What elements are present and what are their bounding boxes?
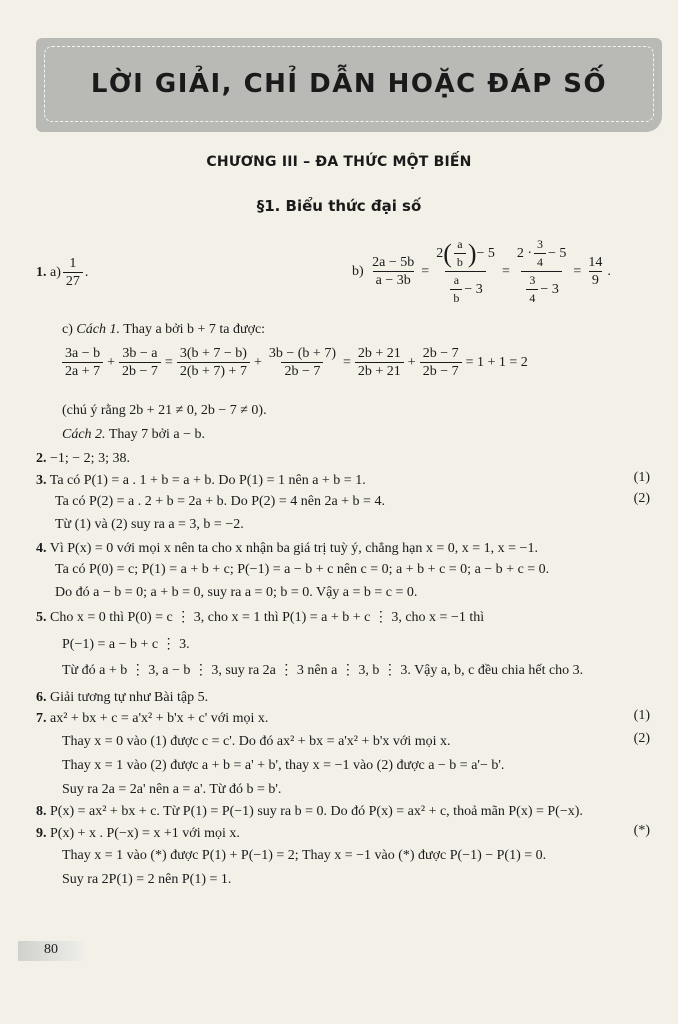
denominator: 4 <box>534 253 546 271</box>
problem-6 <box>36 689 208 707</box>
equation-number: (*) <box>633 823 650 838</box>
denominator: 2a + 7 <box>62 362 103 380</box>
problem-8 <box>36 803 583 821</box>
text: −1; − 2; 3; 38. <box>50 451 130 466</box>
banner-title: LỜI GIẢI, CHỈ DẪN HOẶC ĐÁP SỐ <box>90 69 608 99</box>
problem-9-line-1 <box>36 825 240 843</box>
period: . <box>84 264 89 280</box>
text: Giải tương tự như Bài tập 5. <box>50 690 209 705</box>
coefficient: 2 <box>436 246 444 261</box>
section-heading: §1. Biểu thức đại số <box>256 197 422 215</box>
fraction <box>177 345 250 380</box>
text: P(x) + x . P(−x) = x +1 với mọi x. <box>50 826 240 841</box>
denominator: b <box>454 253 466 271</box>
numerator: 3b − (b + 7) <box>268 346 336 361</box>
numerator: 2b + 21 <box>357 346 401 361</box>
problem-number: 1. <box>36 264 47 280</box>
problem-3-line-2: Ta có P(2) = a . 2 + b = 2a + b. Do P(2) = 4 nên 2a + b = 4. <box>55 494 385 509</box>
period: . <box>607 263 611 279</box>
part-label: c) <box>62 322 73 337</box>
numerator: 3(b + 7 − b) <box>179 346 247 361</box>
plus: + <box>253 354 262 370</box>
problem-4-line-1 <box>36 540 538 558</box>
fraction <box>585 254 605 289</box>
problem-1-note: (chú ý rằng 2b + 21 ≠ 0, 2b − 7 ≠ 0). <box>62 403 267 418</box>
problem-number: 6. <box>36 690 47 705</box>
equation-number: (2) <box>633 731 650 746</box>
problem-9-line-3: Suy ra 2P(1) = 2 nên P(1) = 1. <box>62 872 232 887</box>
method-label: Cách 2. <box>62 427 106 442</box>
method-label: Cách 1. <box>76 322 120 337</box>
denominator <box>445 271 485 307</box>
numerator: 2b − 7 <box>422 346 459 361</box>
equals: = <box>421 263 430 279</box>
numerator: 3 <box>529 273 536 287</box>
fraction <box>63 255 83 290</box>
page-number: 80 <box>44 942 58 957</box>
text: Ta có P(1) = a . 1 + b = a + b. Do P(1) = 1 nên a + b = 1. <box>49 473 366 488</box>
denominator: 2(b + 7) + 7 <box>177 362 250 380</box>
problem-4-line-2: Ta có P(0) = c; P(1) = a + b + c; P(−1) = a − b + c nên c = 0; a + b + c = 0; a − b + c = 0. <box>55 562 550 577</box>
numerator: a <box>453 273 460 287</box>
equation-number: (1) <box>633 470 650 485</box>
denominator: a − 3b <box>373 271 414 289</box>
title-banner-frame <box>44 46 654 122</box>
plus: + <box>107 354 116 370</box>
problem-number: 9. <box>36 826 47 841</box>
term: − 3 <box>464 282 483 297</box>
fraction <box>119 345 161 380</box>
problem-number: 3. <box>36 473 47 488</box>
text: Thay 7 bởi a − b. <box>108 427 205 442</box>
denominator: 27 <box>63 272 83 290</box>
problem-3-line-1 <box>36 472 366 490</box>
problem-1-part-b <box>352 236 611 307</box>
denominator: 2b − 7 <box>119 362 161 380</box>
numerator: 1 <box>69 256 77 271</box>
problem-5-line-3: Từ đó a + b ⋮ 3, a − b ⋮ 3, suy ra 2a ⋮ 3 nên a ⋮ 3, b ⋮ 3. Vậy a, b, c đều chia hết cho 3. <box>62 663 584 678</box>
part-label: a) <box>50 264 61 280</box>
problem-1-method-2 <box>62 426 205 444</box>
text: P(x) = ax² + bx + c. Từ P(1) = P(−1) suy ra b = 0. Do đó P(x) = ax² + c, thoả mãn P(x) = P(−x). <box>50 804 583 819</box>
fraction <box>355 345 404 380</box>
numerator: 2 ( $\frac{a}{b}$ ) − 5 <box>436 237 495 269</box>
compound-fraction <box>514 236 570 307</box>
text: Thay a bởi b + 7 ta được: <box>123 322 266 337</box>
fraction <box>62 345 103 380</box>
problem-1-part-a <box>36 255 88 290</box>
problem-1-part-c-equation <box>60 345 530 380</box>
equals: = <box>164 354 173 370</box>
numerator: 2a − 5b <box>372 255 415 270</box>
problem-9-line-2: Thay x = 1 vào (*) được P(1) + P(−1) = 2; Thay x = −1 vào (*) được P(−1) − P(1) = 0. <box>62 848 547 863</box>
numerator <box>514 236 570 271</box>
denominator: 2b + 21 <box>355 362 404 380</box>
result: = 1 + 1 = 2 <box>465 354 528 370</box>
plus: + <box>407 354 416 370</box>
inner-fraction <box>534 236 546 271</box>
numerator: a <box>457 237 463 251</box>
numerator: 3 <box>537 237 544 251</box>
equals: = <box>573 263 582 279</box>
part-label: b) <box>352 263 364 279</box>
denominator: 2b − 7 <box>420 362 462 380</box>
term: − 5 <box>548 246 567 261</box>
title-banner <box>36 38 662 132</box>
inner-fraction <box>526 272 538 307</box>
problem-number: 5. <box>36 610 47 625</box>
problem-2 <box>36 450 130 468</box>
problem-5-line-2: P(−1) = a − b + c ⋮ 3. <box>62 637 190 652</box>
problem-number: 2. <box>36 451 47 466</box>
equals: = <box>501 263 510 279</box>
problem-1-part-c-intro <box>62 321 265 339</box>
text: Vì P(x) = 0 với mọi x nên ta cho x nhận ba giá trị tuỳ ý, chẳng hạn x = 0, x = 1, x = −1. <box>49 541 538 556</box>
chapter-heading: CHƯƠNG III – ĐA THỨC MỘT BIẾN <box>206 154 472 170</box>
problem-number: 8. <box>36 804 47 819</box>
numerator: 3b − a <box>122 346 158 361</box>
compound-fraction <box>433 236 498 307</box>
text: ax² + bx + c = a'x² + b'x + c' với mọi x. <box>50 711 269 726</box>
problem-4-line-3: Do đó a − b = 0; a + b = 0, suy ra a = 0; b = 0. Vậy a = b = c = 0. <box>55 585 418 600</box>
denominator: 2b − 7 <box>281 362 323 380</box>
fraction <box>266 345 339 380</box>
denominator: 9 <box>589 271 602 289</box>
denominator: 4 <box>526 289 538 307</box>
term: 2 · <box>516 246 533 261</box>
equation-number: (2) <box>633 491 650 506</box>
inner-fraction <box>454 236 466 271</box>
equation-number: (1) <box>633 708 650 723</box>
denominator: b <box>450 289 462 307</box>
numerator: 14 <box>588 255 603 270</box>
problem-5-line-1 <box>36 609 484 627</box>
problem-number: 7. <box>36 711 47 726</box>
text: Cho x = 0 thì P(0) = c ⋮ 3, cho x = 1 thì P(1) = a + b + c ⋮ 3, cho x = −1 thì <box>50 610 485 625</box>
problem-7-line-1 <box>36 710 268 728</box>
problem-3-line-3: Từ (1) và (2) suy ra a = 3, b = −2. <box>55 517 244 532</box>
numerator: 3a − b <box>65 346 101 361</box>
fraction <box>369 254 417 289</box>
denominator <box>521 271 561 307</box>
equals: = <box>342 354 351 370</box>
problem-7-line-4: Suy ra 2a = 2a' nên a = a'. Từ đó b = b'. <box>62 782 282 797</box>
term: − 3 <box>540 282 559 297</box>
problem-7-line-2: Thay x = 0 vào (1) được c = c'. Do đó ax² + bx = a'x² + b'x với mọi x. <box>62 734 451 749</box>
fraction <box>420 345 462 380</box>
inner-fraction <box>450 272 462 307</box>
term: − 5 <box>476 246 495 261</box>
problem-7-line-3: Thay x = 1 vào (2) được a + b = a' + b', thay x = −1 vào (2) được a − b = a'− b'. <box>62 758 505 773</box>
problem-number: 4. <box>36 541 47 556</box>
